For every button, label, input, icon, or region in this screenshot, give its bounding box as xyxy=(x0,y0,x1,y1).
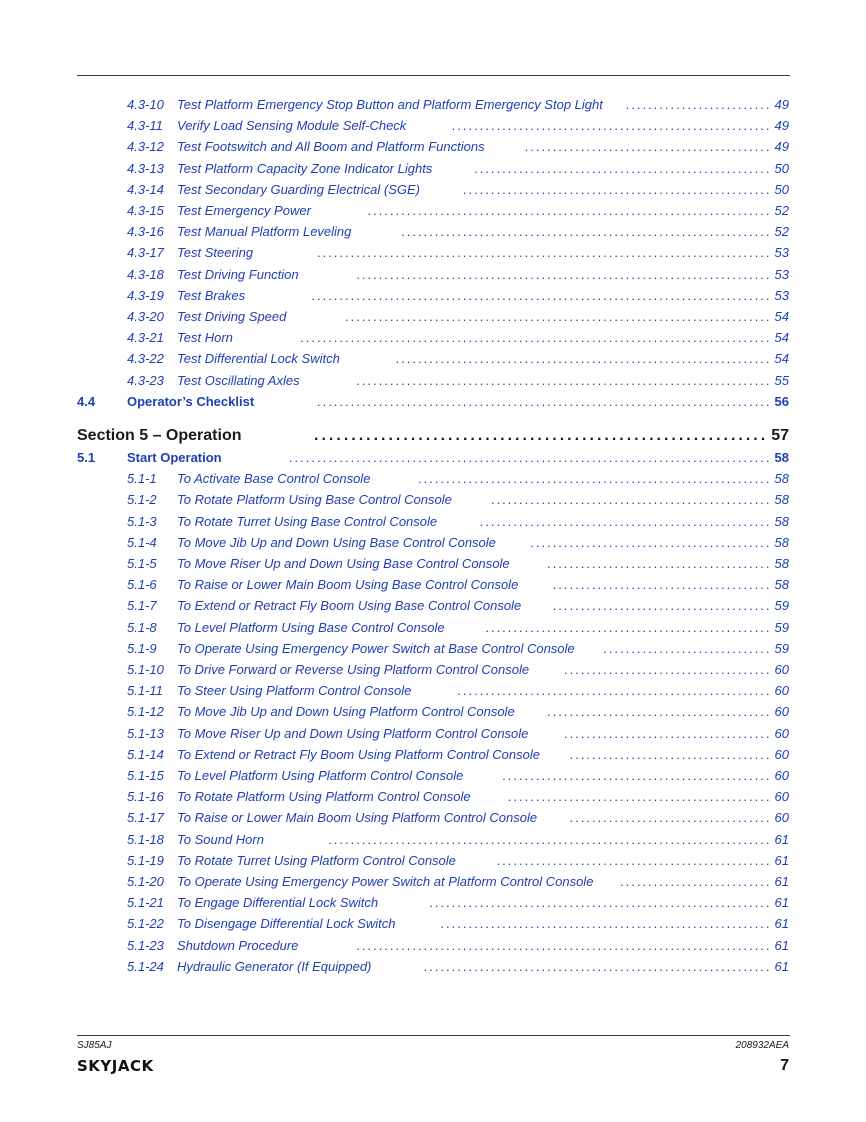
toc-entry-page: 61 xyxy=(774,895,789,911)
toc-entry-title: To Move Jib Up and Down Using Platform Control Console xyxy=(177,704,515,720)
toc-entry-title: Test Footswitch and All Boom and Platform Functions xyxy=(177,139,485,155)
toc-entry-number: 5.1-11 xyxy=(127,683,163,699)
toc-entry-title: Test Driving Function xyxy=(177,266,299,282)
toc-entry-page: 53 xyxy=(774,245,789,261)
toc-entry-page: 61 xyxy=(774,937,789,953)
toc-dot-leader: ............................................................................ xyxy=(345,309,772,324)
toc-entry-title: To Rotate Turret Using Platform Control Console xyxy=(177,852,456,868)
toc-entry-number: 4.3-12 xyxy=(127,139,164,155)
toc-entry-link[interactable] xyxy=(0,556,866,576)
toc-entry-page: 60 xyxy=(774,683,789,699)
toc-entry-page: 60 xyxy=(774,789,789,805)
footer-model-number: SJ85AJ xyxy=(77,1040,112,1051)
toc-entry-number: 5.1-1 xyxy=(127,471,157,487)
toc-entry-number: 5.1-9 xyxy=(127,640,157,656)
toc-entry-link[interactable] xyxy=(0,810,866,830)
toc-entry-number: 4.3-13 xyxy=(127,160,164,176)
toc-entry-page: 52 xyxy=(774,224,789,240)
toc-entry-link[interactable] xyxy=(0,514,866,534)
toc-dot-leader: ............................................................................... xyxy=(328,831,772,847)
toc-entry-number: 5.1-20 xyxy=(127,874,164,889)
toc-entry-link[interactable] xyxy=(0,577,866,597)
toc-subsection-link[interactable] xyxy=(0,394,866,414)
toc-entry-link[interactable] xyxy=(0,832,866,852)
toc-dot-leader: ....................................... xyxy=(552,598,772,614)
toc-entry-page: 53 xyxy=(774,266,789,282)
toc-entry-title: Operator’s Checklist xyxy=(127,393,255,409)
toc-dot-leader: .......................................................................... xyxy=(356,937,772,953)
toc-entry-title: To Rotate Platform Using Platform Control Console xyxy=(177,789,471,805)
toc-entry-number: 4.4 xyxy=(77,393,96,409)
toc-entry-title: Hydraulic Generator (If Equipped) xyxy=(177,958,372,974)
toc-entry-page: 58 xyxy=(774,450,789,465)
toc-entry-title: To Level Platform Using Platform Control Console xyxy=(177,768,464,783)
footer-rule xyxy=(77,1035,790,1036)
toc-entry-number: 4.3-18 xyxy=(127,266,164,282)
toc-entry-page: 49 xyxy=(774,118,789,134)
toc-entry-link[interactable] xyxy=(0,471,866,491)
toc-dot-leader: ........................................ xyxy=(547,556,772,571)
toc-entry-link[interactable] xyxy=(0,203,866,223)
toc-entry-link[interactable] xyxy=(0,492,866,512)
skyjack-logo: SKYJACK xyxy=(77,1057,154,1075)
toc-entry-title: Test Differential Lock Switch xyxy=(177,351,340,367)
toc-entry-title: Test Secondary Guarding Electrical (SGE) xyxy=(177,181,421,197)
toc-entry-number: 5.1-14 xyxy=(127,746,164,762)
toc-entry-number: 5.1-2 xyxy=(127,492,157,508)
toc-entry-link[interactable] xyxy=(0,139,866,159)
toc-entry-link[interactable] xyxy=(0,620,866,640)
toc-entry-title: To Extend or Retract Fly Boom Using Base Control Console xyxy=(177,598,522,614)
toc-entry-title: To Disengage Differential Lock Switch xyxy=(177,916,396,932)
toc-entry-number: 5.1-23 xyxy=(127,937,164,953)
toc-entry-page: 50 xyxy=(774,160,789,176)
toc-dot-leader: .............................................................. xyxy=(423,958,772,974)
toc-entry-page: 60 xyxy=(774,810,789,826)
toc-dot-leader: .................................................................................. xyxy=(311,287,772,303)
toc-entry-link[interactable] xyxy=(0,641,866,661)
toc-entry-title: Test Emergency Power xyxy=(177,203,311,218)
toc-dot-leader: .......................................................................... xyxy=(356,372,772,388)
toc-entry-title: To Rotate Turret Using Base Control Console xyxy=(177,513,438,529)
toc-dot-leader: .................................... xyxy=(569,810,772,826)
toc-entry-page: 61 xyxy=(774,852,789,868)
toc-dot-leader: ................................................. xyxy=(496,852,772,868)
toc-dot-leader: ................................................................................. xyxy=(316,393,772,409)
toc-entry-link[interactable] xyxy=(0,245,866,265)
toc-dot-leader: ..................................................... xyxy=(474,160,772,176)
toc-entry-number: 5.1-21 xyxy=(127,895,164,911)
toc-entry-title: Section 5 – Operation xyxy=(77,427,242,444)
toc-entry-number: 4.3-22 xyxy=(127,351,164,367)
toc-entry-number: 5.1-22 xyxy=(127,916,164,932)
toc-entry-link[interactable] xyxy=(0,853,866,873)
toc-entry-link[interactable] xyxy=(0,267,866,287)
toc-entry-title: To Operate Using Emergency Power Switch at Base Control Console xyxy=(177,640,575,656)
toc-dot-leader: .......................... xyxy=(625,97,772,112)
toc-entry-link[interactable] xyxy=(0,118,866,138)
toc-entry-link[interactable] xyxy=(0,704,866,724)
toc-entry-title: To Extend or Retract Fly Boom Using Platform Control Console xyxy=(177,746,540,762)
toc-entry-link[interactable] xyxy=(0,662,866,682)
toc-entry-link[interactable] xyxy=(0,895,866,915)
toc-dot-leader: ............................................ xyxy=(524,139,772,155)
toc-entry-number: 4.3-11 xyxy=(127,118,163,134)
toc-entry-title: To Move Jib Up and Down Using Base Control Console xyxy=(177,534,496,550)
toc-entry-page: 54 xyxy=(774,351,789,367)
toc-dot-leader: ................................................................... xyxy=(395,351,772,367)
toc-dot-leader: ...................................................................................... xyxy=(288,450,772,465)
toc-entry-link[interactable] xyxy=(0,598,866,618)
toc-entry-number: 5.1-18 xyxy=(127,831,164,847)
toc-dot-leader: ............................................... xyxy=(507,789,772,805)
toc-entry-link[interactable] xyxy=(0,938,866,958)
toc-entry-title: Test Oscillating Axles xyxy=(177,372,300,388)
toc-entry-number: 4.3-10 xyxy=(127,97,164,112)
toc-entry-link[interactable] xyxy=(0,182,866,202)
toc-entry-page: 59 xyxy=(774,598,789,614)
toc-dot-leader: ....................................... xyxy=(552,577,772,593)
toc-entry-page: 59 xyxy=(774,640,789,656)
toc-dot-leader: .................................... xyxy=(569,746,772,762)
toc-entry-page: 60 xyxy=(774,725,789,741)
toc-entry-link[interactable] xyxy=(0,726,866,746)
toc-entry-page: 58 xyxy=(774,513,789,529)
toc-entry-title: To Activate Base Control Console xyxy=(177,471,371,487)
toc-entry-link[interactable] xyxy=(0,683,866,703)
toc-entry-number: 5.1-13 xyxy=(127,725,164,741)
toc-entry-number: 5.1-5 xyxy=(127,556,157,571)
toc-entry-title: To Move Riser Up and Down Using Platform Control Console xyxy=(177,725,529,741)
toc-entry-link[interactable] xyxy=(0,161,866,181)
toc-dot-leader: ........................................................... xyxy=(440,916,772,932)
toc-entry-title: Test Driving Speed xyxy=(177,309,287,324)
toc-dot-leader: .................................................. xyxy=(490,492,772,508)
toc-entry-number: 5.1-24 xyxy=(127,958,164,974)
toc-entry-number: 4.3-17 xyxy=(127,245,164,261)
toc-entry-link[interactable] xyxy=(0,351,866,371)
toc-entry-title: Test Manual Platform Leveling xyxy=(177,224,352,240)
toc-entry-title: Verify Load Sensing Module Self-Check xyxy=(177,118,407,134)
toc-entry-number: 4.3-21 xyxy=(127,330,164,346)
toc-dot-leader: .......................................................................... xyxy=(356,266,772,282)
toc-entry-number: 5.1-3 xyxy=(127,513,157,529)
toc-dot-leader: ............................................................. xyxy=(314,427,769,444)
toc-entry-page: 61 xyxy=(774,916,789,932)
toc-entry-page: 58 xyxy=(774,556,789,571)
toc-dot-leader: ........................................................ xyxy=(457,683,772,699)
toc-entry-page: 61 xyxy=(774,958,789,974)
toc-entry-page: 60 xyxy=(774,746,789,762)
toc-dot-leader: ........................................... xyxy=(530,534,772,550)
toc-entry-page: 49 xyxy=(774,139,789,155)
toc-entry-link[interactable] xyxy=(0,288,866,308)
toc-entry-title: Start Operation xyxy=(127,450,222,465)
footer-document-number: 208932AEA xyxy=(735,1040,789,1051)
toc-entry-title: To Drive Forward or Reverse Using Platform Control Console xyxy=(177,662,530,677)
toc-dot-leader: ....................................................... xyxy=(462,181,772,197)
toc-entry-page: 58 xyxy=(774,471,789,487)
toc-entry-number: 4.3-19 xyxy=(127,287,164,303)
toc-entry-page: 56 xyxy=(774,393,789,409)
toc-dot-leader: ..................................... xyxy=(563,725,772,741)
toc-entry-number: 5.1-10 xyxy=(127,662,164,677)
toc-entry-page: 57 xyxy=(771,427,789,444)
toc-entry-number: 5.1-17 xyxy=(127,810,164,826)
toc-entry-page: 50 xyxy=(774,181,789,197)
toc-dot-leader: .................................................................................... xyxy=(300,330,772,346)
toc-entry-title: To Rotate Platform Using Base Control Console xyxy=(177,492,452,508)
toc-entry-title: To Level Platform Using Base Control Console xyxy=(177,619,445,635)
toc-entry-page: 55 xyxy=(774,372,789,388)
toc-dot-leader: ........................... xyxy=(620,874,772,889)
toc-entry-title: Test Platform Capacity Zone Indicator Lights xyxy=(177,160,433,176)
toc-entry-link[interactable] xyxy=(0,309,866,329)
toc-entry-title: Test Horn xyxy=(177,330,233,346)
toc-entry-title: Shutdown Procedure xyxy=(177,937,299,953)
toc-entry-page: 58 xyxy=(774,492,789,508)
toc-entry-link[interactable] xyxy=(0,959,866,979)
toc-dot-leader: ........................................ xyxy=(547,704,772,720)
toc-entry-link[interactable] xyxy=(0,373,866,393)
toc-entry-number: 4.3-14 xyxy=(127,181,164,197)
toc-dot-leader: ................................................... xyxy=(485,619,772,635)
toc-entry-link[interactable] xyxy=(0,330,866,350)
toc-entry-page: 60 xyxy=(774,662,789,677)
toc-entry-link[interactable] xyxy=(0,874,866,894)
toc-subsection-link[interactable] xyxy=(0,450,866,470)
toc-entry-title: To Sound Horn xyxy=(177,831,264,847)
toc-entry-number: 4.3-20 xyxy=(127,309,164,324)
toc-entry-number: 5.1 xyxy=(77,450,96,465)
toc-dot-leader: ............................................................. xyxy=(429,895,772,911)
toc-entry-number: 5.1-7 xyxy=(127,598,157,614)
toc-entry-title: Test Platform Emergency Stop Button and Platform Emergency Stop Light xyxy=(177,97,603,112)
toc-entry-link[interactable] xyxy=(0,789,866,809)
toc-entry-page: 61 xyxy=(774,874,789,889)
toc-entry-title: Test Steering xyxy=(177,245,254,261)
toc-entry-link[interactable] xyxy=(0,224,866,244)
toc-entry-page: 58 xyxy=(774,577,789,593)
toc-entry-page: 59 xyxy=(774,619,789,635)
toc-entry-page: 54 xyxy=(774,309,789,324)
toc-dot-leader: ............................................................... xyxy=(417,471,772,487)
toc-dot-leader: ........................................................................ xyxy=(367,203,772,218)
toc-entry-title: Test Brakes xyxy=(177,287,246,303)
toc-dot-leader: .................................................... xyxy=(479,513,772,529)
toc-entry-page: 49 xyxy=(774,97,789,112)
toc-entry-link[interactable] xyxy=(0,747,866,767)
toc-entry-title: To Engage Differential Lock Switch xyxy=(177,895,379,911)
toc-entry-title: To Raise or Lower Main Boom Using Base Control Console xyxy=(177,577,519,593)
toc-dot-leader: .................................................................. xyxy=(401,224,772,240)
toc-entry-page: 53 xyxy=(774,287,789,303)
toc-entry-number: 5.1-12 xyxy=(127,704,164,720)
toc-dot-leader: .............................. xyxy=(603,640,772,656)
toc-entry-number: 5.1-16 xyxy=(127,789,164,805)
toc-entry-number: 5.1-6 xyxy=(127,577,157,593)
toc-dot-leader: ..................................... xyxy=(563,662,772,677)
toc-entry-number: 4.3-15 xyxy=(127,203,164,218)
toc-entry-title: To Raise or Lower Main Boom Using Platform Control Console xyxy=(177,810,538,826)
toc-entry-link[interactable] xyxy=(0,768,866,788)
toc-entry-link[interactable] xyxy=(0,97,866,117)
toc-entry-page: 60 xyxy=(774,704,789,720)
toc-dot-leader: ................................................ xyxy=(502,768,772,783)
toc-entry-title: To Operate Using Emergency Power Switch at Platform Control Console xyxy=(177,874,594,889)
footer-page-number: 7 xyxy=(780,1057,789,1074)
toc-entry-page: 52 xyxy=(774,203,789,218)
toc-entry-number: 4.3-23 xyxy=(127,372,164,388)
header-rule xyxy=(77,75,790,76)
toc-entry-title: To Move Riser Up and Down Using Base Control Console xyxy=(177,556,510,571)
toc-entry-number: 4.3-16 xyxy=(127,224,164,240)
toc-entry-number: 5.1-8 xyxy=(127,619,157,635)
toc-entry-link[interactable] xyxy=(0,535,866,555)
toc-dot-leader: ......................................................... xyxy=(451,118,772,134)
toc-entry-title: To Steer Using Platform Control Console xyxy=(177,683,412,699)
toc-entry-number: 5.1-4 xyxy=(127,534,157,550)
toc-dot-leader: ................................................................................. xyxy=(316,245,772,261)
toc-entry-number: 5.1-15 xyxy=(127,768,164,783)
toc-entry-page: 61 xyxy=(774,831,789,847)
toc-entry-link[interactable] xyxy=(0,916,866,936)
toc-entry-page: 54 xyxy=(774,330,789,346)
toc-entry-page: 58 xyxy=(774,534,789,550)
toc-entry-page: 60 xyxy=(774,768,789,783)
toc-entry-number: 5.1-19 xyxy=(127,852,164,868)
